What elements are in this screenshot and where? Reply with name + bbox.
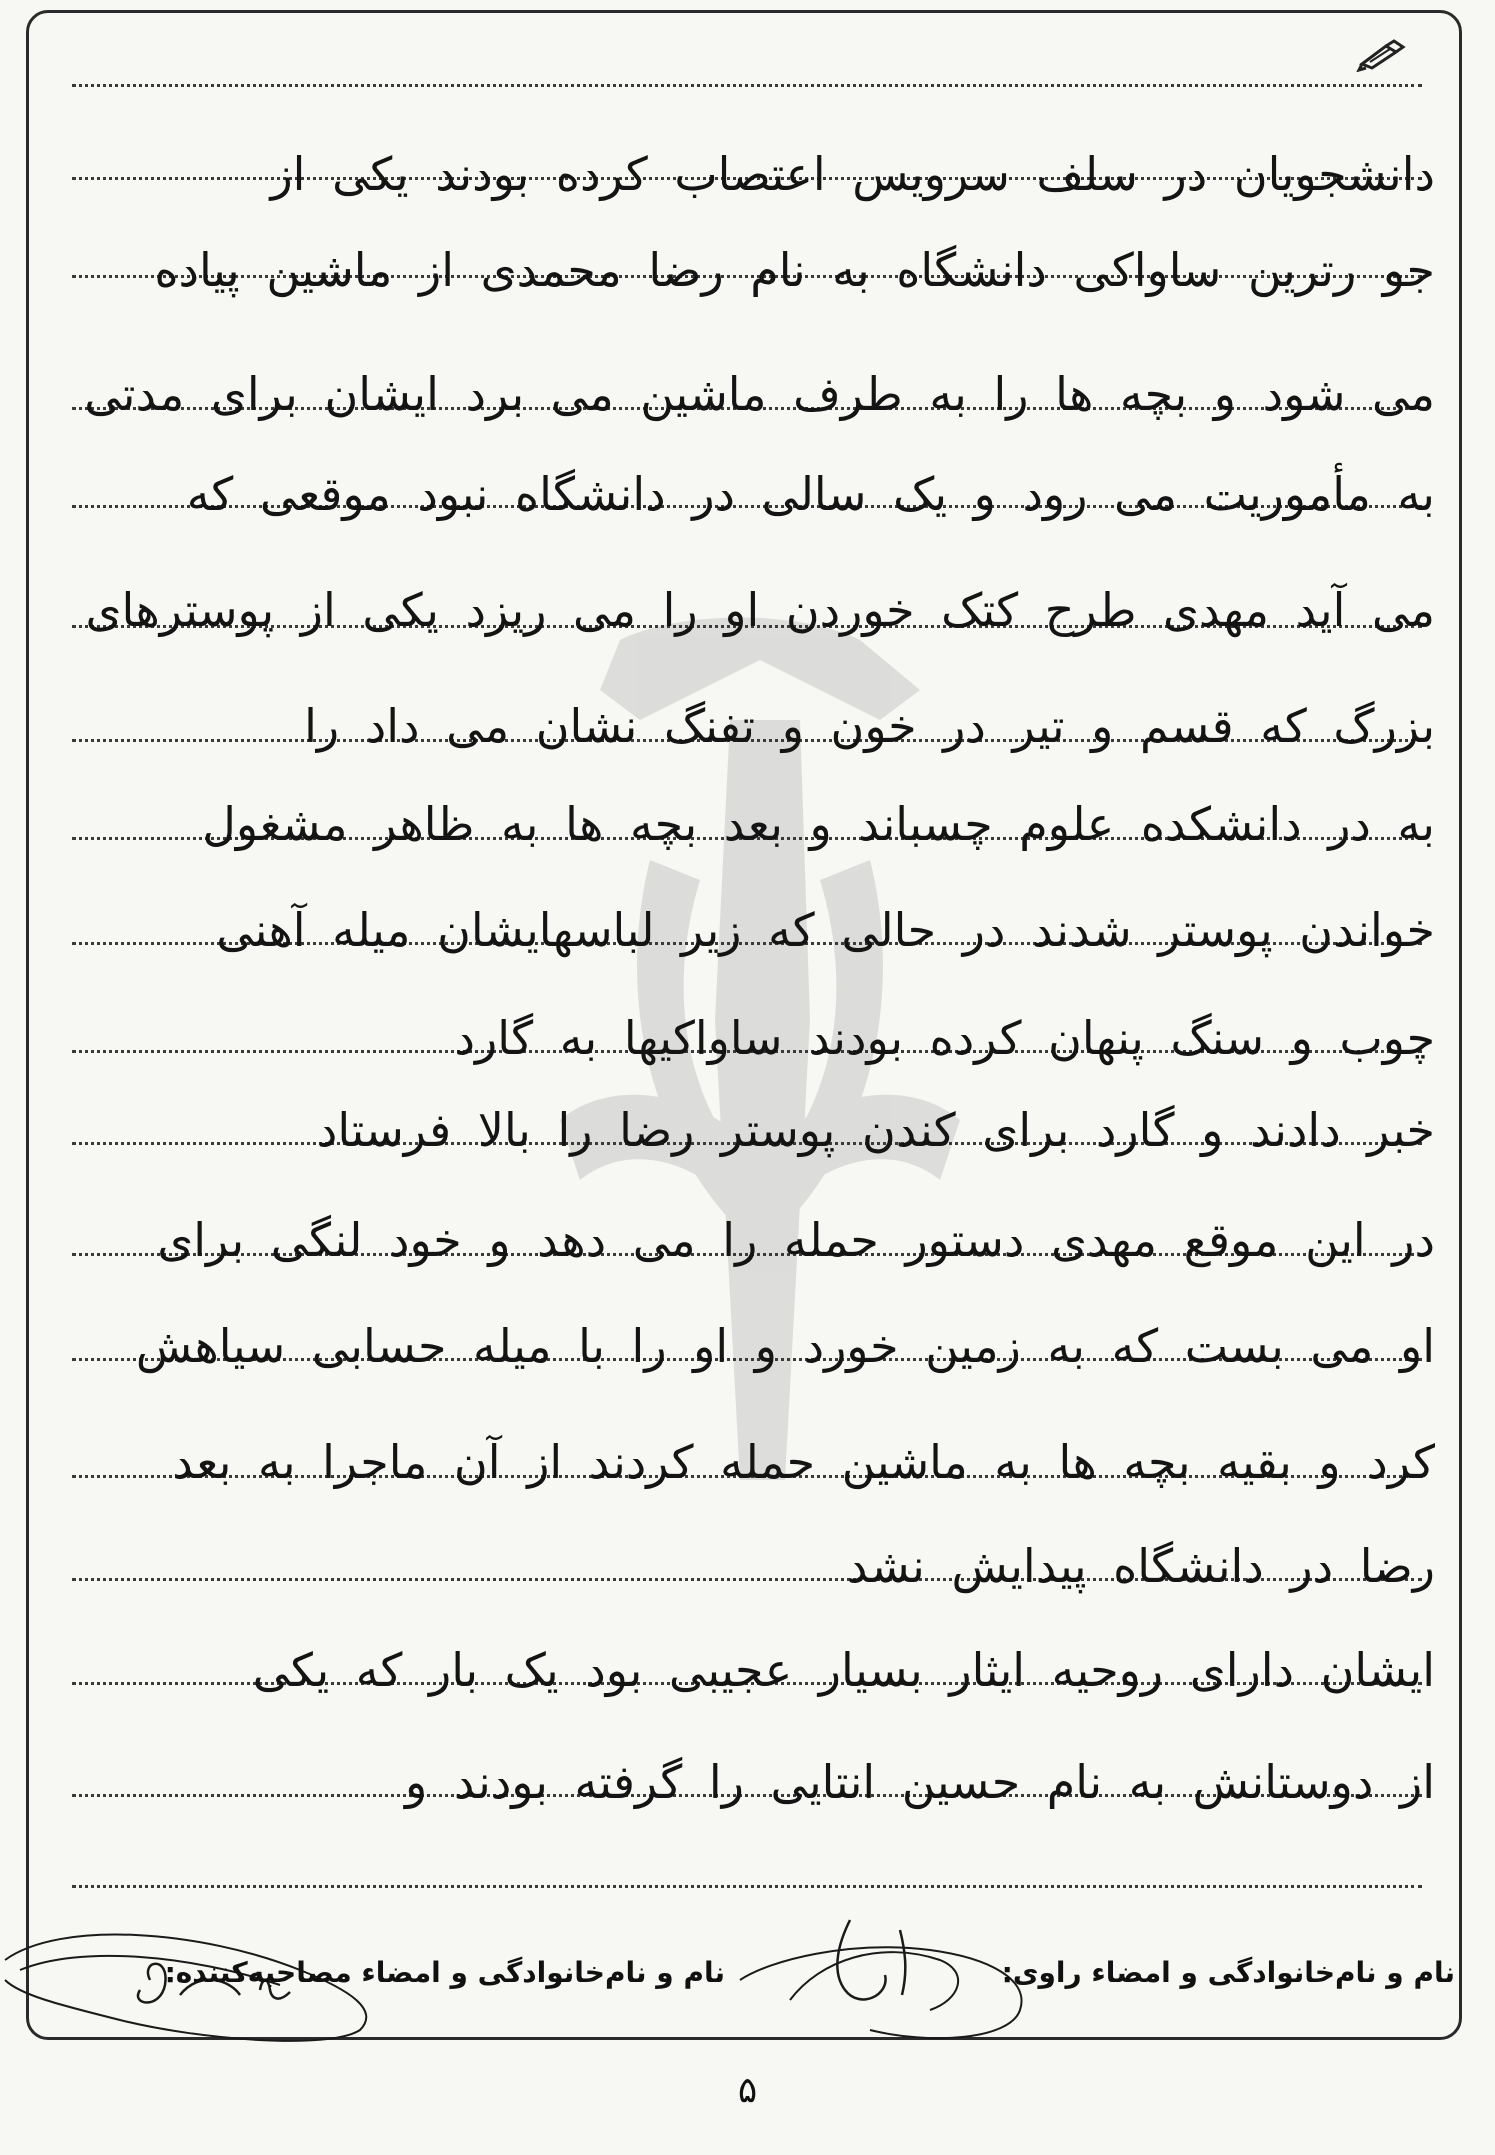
handwritten-line: به مأموریت می رود و یک سالی در دانشگاه نبود موقعی که [186, 467, 1435, 521]
handwritten-line: در این موقع مهدی دستور حمله را می دهد و خود لنگی برای [157, 1213, 1435, 1267]
handwritten-line: خواندن پوستر شدند در حالی که زیر لباسهایشان میله آهنی [216, 903, 1435, 957]
handwritten-line: کرد و بقیه بچه ها به ماشین حمله کردند از آن ماجرا به بعد [172, 1435, 1435, 1489]
handwritten-line: او می بست که به زمین خورد و او را با میله حسابی سیاهش [135, 1319, 1435, 1373]
handwritten-line: جو رترین ساواکی دانشگاه به نام رضا محمدی از ماشین پیاده [154, 243, 1435, 297]
handwritten-line: بزرگ که قسم و تیر در خون و تفنگ نشان می داد را [304, 699, 1435, 753]
page-number: ۵ [737, 2070, 758, 2111]
handwritten-line: به در دانشکده علوم چسباند و بعد بچه ها به ظاهر مشغول [202, 797, 1435, 851]
ruled-line [72, 1885, 1422, 1888]
handwritten-line: می شود و بچه ها را به طرف ماشین می برد ایشان برای مدتی [84, 367, 1435, 421]
handwritten-line: دانشجویان در سلف سرویس اعتصاب کرده بودند یکی از [270, 147, 1435, 201]
ruled-line [72, 84, 1422, 87]
handwritten-line: خبر دادند و گارد برای کندن پوستر رضا را بالا فرستاد [316, 1103, 1435, 1157]
handwritten-line: چوب و سنگ پنهان کرده بودند ساواکیها به گارد [454, 1011, 1435, 1065]
narrator-signature-label: نام و نام‌خانوادگی و امضاء راوی: [1001, 1956, 1455, 1989]
handwritten-line: رضا در دانشگاه پیدایش نشد [846, 1539, 1435, 1593]
handwritten-line: از دوستانش به نام حسین انتایی را گرفته بودند و [405, 1755, 1435, 1809]
handwritten-line: می آید مهدی طرح کتک خوردن او را می ریزد یکی از پوسترهای [85, 583, 1435, 637]
pen-icon [1356, 38, 1410, 72]
handwritten-line: ایشان دارای روحیه ایثار بسیار عجیبی بود یک بار که یکی [252, 1643, 1435, 1697]
interviewer-signature-label: نام و نام‌خانوادگی و امضاء مصاحبه‌کننده: [164, 1956, 725, 1989]
